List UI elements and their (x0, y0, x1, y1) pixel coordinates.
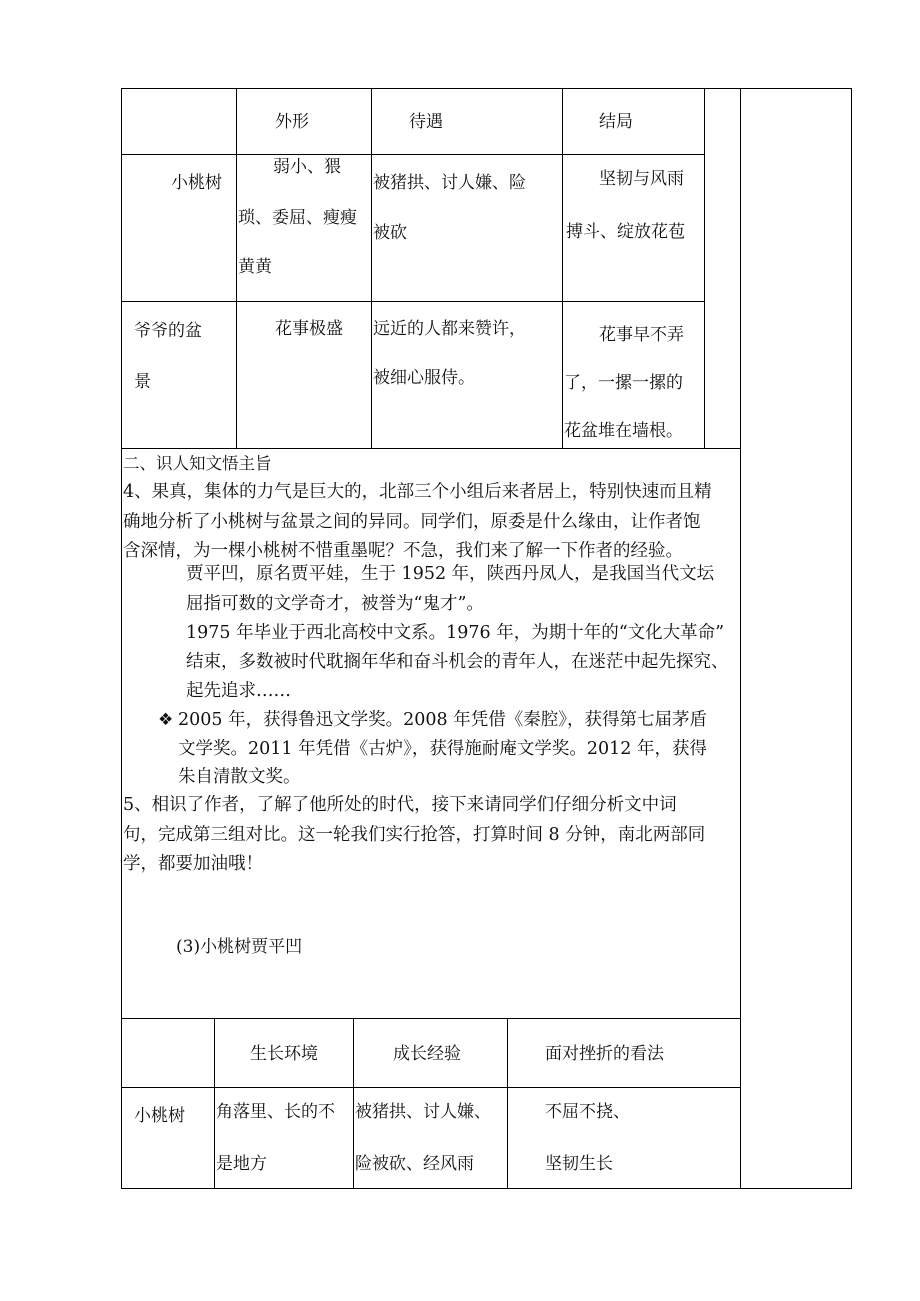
right-column-line (740, 88, 741, 1189)
table1-bottom-line (121, 448, 740, 449)
table1-row-line-1 (121, 154, 704, 155)
table2-exp-line1: 被猪拱、讨人嫌、 (355, 1102, 491, 1122)
para4-line1: 4、果真，集体的力气是巨大的，北部三个小组后来者居上，特别快速而且精 (123, 482, 712, 502)
bullet-diamond-icon: ❖ (158, 710, 174, 730)
table1-row1-treatment-line2: 被砍 (373, 223, 407, 243)
table1-row1-shape-line1: 弱小、猥 (273, 157, 341, 177)
para4-line3: 含深情，为一棵小桃树不惜重墨呢？不急，我们来了解一下作者的经验。 (123, 541, 683, 561)
bio1-line2: 屈指可数的文学奇才，被誉为“鬼才”。 (186, 594, 484, 614)
awards-line3: 朱自清散文奖。 (178, 767, 301, 787)
table1-col-line-4 (704, 88, 705, 448)
table2-header-view: 面对挫折的看法 (545, 1044, 664, 1064)
awards-line2: 文学奖。2011 年凭借《古炉》，获得施耐庵文学奖。2012 年，获得 (178, 739, 707, 759)
table1-row2-treatment-line2: 被细心服侍。 (373, 368, 475, 388)
bio2-line3: 起先追求…… (186, 681, 291, 701)
table1-col-line-2 (371, 88, 372, 448)
table1-row2-ending-line1: 花事早不弄 (599, 325, 684, 345)
table2-view-line2: 坚韧生长 (545, 1154, 613, 1174)
table1-row2-name-line1: 爷爷的盆 (134, 321, 202, 341)
table2-header-exp: 成长经验 (393, 1044, 461, 1064)
para5-line1: 5、相识了作者，了解了他所处的时代，接下来请同学们仔细分析文中词 (123, 795, 677, 815)
table1-row-line-2 (121, 301, 704, 302)
para4-line2: 确地分析了小桃树与盆景之间的异同。同学们，原委是什么缘由，让作者饱 (123, 512, 701, 532)
table1-header-shape: 外形 (275, 112, 309, 132)
table1-col-line-1 (236, 88, 237, 448)
table1-header-treatment: 待遇 (409, 112, 443, 132)
awards-line1: 2005 年，获得鲁迅文学奖。2008 年凭借《秦腔》，获得第七届茅盾 (178, 710, 707, 730)
para5-line2: 句，完成第三组对比。这一轮我们实行抢答，打算时间 8 分钟，南北两部同 (123, 825, 706, 845)
table1-row1-ending-line1: 坚韧与风雨 (599, 169, 684, 189)
table1-row1-shape-line3: 黄黄 (238, 257, 272, 277)
table2-env-line2: 是地方 (216, 1154, 267, 1174)
table2-col-line-2 (353, 1018, 354, 1189)
table2-view-line1: 不屈不挠、 (545, 1102, 630, 1122)
table2-header-env: 生长环境 (250, 1044, 318, 1064)
bio2-line1: 1975 年毕业于西北高校中文系。1976 年，为期十年的“文化大革命” (186, 623, 725, 643)
table2-col-line-1 (214, 1018, 215, 1189)
table1-row2-ending-line3: 花盆堆在墙根。 (564, 421, 683, 441)
table1-row1-shape-line2: 琐、委屈、瘦瘦 (238, 208, 357, 228)
bio2-line2: 结束，多数被时代耽搁年华和奋斗机会的青年人，在迷茫中起先探究、 (186, 652, 729, 672)
table1-row2-name-line2: 景 (134, 372, 151, 392)
table2-row-name: 小桃树 (134, 1106, 185, 1126)
table1-header-ending: 结局 (599, 112, 633, 132)
section-heading: 二、识人知文悟主旨 (123, 454, 272, 473)
table1-row1-treatment-line1: 被猪拱、讨人嫌、险 (373, 173, 526, 193)
bio1-line1: 贾平凹，原名贾平娃，生于 1952 年，陕西丹凤人，是我国当代文坛 (186, 564, 715, 584)
table2-exp-line2: 险被砍、经风雨 (355, 1154, 474, 1174)
table1-row1-ending-line2: 搏斗、绽放花苞 (566, 222, 685, 242)
table1-row2-shape: 花事极盛 (275, 319, 343, 339)
table1-row2-treatment-line1: 远近的人都来赞许， (373, 319, 526, 339)
table2-col-line-3 (507, 1018, 508, 1189)
sub-heading: (3)小桃树贾平凹 (176, 937, 303, 957)
table2-env-line1: 角落里、长的不 (216, 1102, 335, 1122)
para5-line3: 学，都要加油哦！ (123, 854, 263, 874)
table1-col-line-3 (562, 88, 563, 448)
table1-row1-name: 小桃树 (171, 173, 222, 193)
table1-row2-ending-line2: 了，一摞一摞的 (564, 373, 683, 393)
